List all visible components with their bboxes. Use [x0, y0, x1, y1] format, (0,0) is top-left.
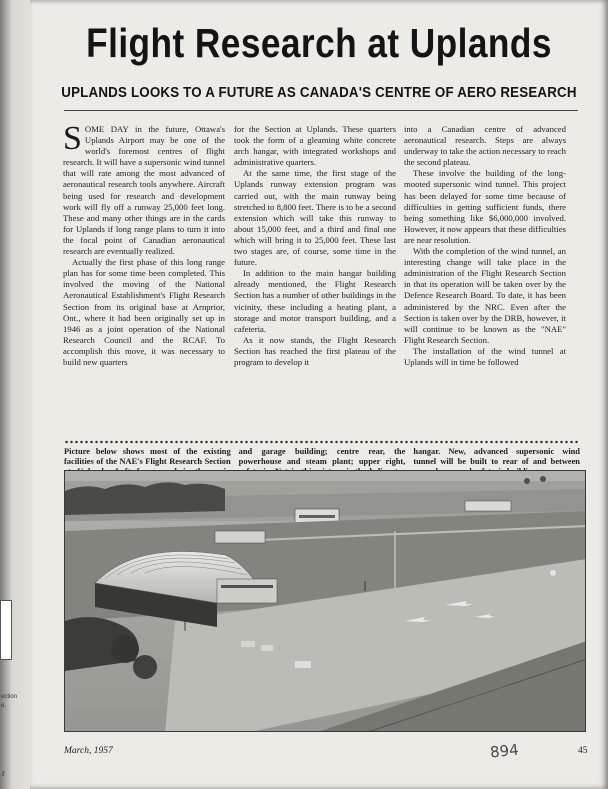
paragraph: for the Section at Uplands. These quarters took the form of a gleaming white concrete arch hangar, with integrated workshops and administrative quarters. — [234, 124, 396, 168]
article-column-3 — [404, 124, 566, 368]
paragraph: In addition to the main hangar building already mentioned, the Flight Research Section has a number of other buildings in the vicinity, these including a heating plant, a storage and motor transport building, and a cafeteria. — [234, 268, 396, 334]
paragraph: The installation of the wind tunnel at Uplands will in time be followed — [404, 345, 566, 367]
article-column-1 — [63, 120, 225, 368]
title-divider — [64, 110, 578, 111]
handwritten-number: 894 — [489, 740, 520, 762]
page-number: 45 — [578, 746, 588, 756]
magazine-page — [30, 0, 608, 789]
page-subtitle: UPLANDS LOOKS TO A FUTURE AS CANADA'S CENTRE OF AERO RESEARCH — [61, 85, 577, 101]
paragraph: At the same time, the first stage of the Uplands runway extension program was carried out, with the main runway being stretched to 8,800 feet. There is to be a second extension which will take this runway to about 15,000 feet, and a third and final one which will bring it to 25,000 feet. These last two stages are, of course, some time in the future. — [234, 168, 396, 268]
paragraph — [63, 120, 225, 257]
photo-caption: Picture below shows most of the existing facilities of the NAE's Flight Research Section and garage building; centre rear, the powerhouse and steam plant; upper right, hangar. New, advanced supersonic wind tunnel will be built to rear of and between — [64, 447, 580, 466]
aerial-photograph — [64, 470, 586, 732]
drop-cap: S — [63, 120, 82, 157]
adjacent-page-box — [0, 600, 12, 660]
adjacent-page-edge — [0, 0, 30, 789]
paragraph: into a Canadian centre of advanced aeronautical research. Steps are always underway to take the action necessary to reach the second plateau. — [404, 124, 566, 168]
paragraph: With the completion of the wind tunnel, an interesting change will take place in the administration of the Flight Research Section in that its operation will be taken over by the Defence Research Board. To date, it has been administered by the NRC. Even after the Section is taken over by the DRB, however, it will continue to be known as the "NAE" Flight Research Section. — [404, 246, 566, 345]
paragraph: Actually the first phase of this long range plan has for some time been completed. This involved the moving of the National Aeronautical Establishment's Flight Research Section from its original base at Arnprior, Ont., where it had been originally set up in 1946 as a joint operation of the National Research Council and the RCAF. To accomplish this move, it was necessary to build new quarters — [63, 257, 225, 367]
dotted-divider — [64, 439, 580, 445]
adjacent-page-text-2: e. — [1, 703, 7, 709]
paragraph: These involve the building of the long-mooted supersonic wind tunnel. This project has been delayed for some time because of difficulties in getting sufficient funds, there being something like $6,000,000 involved. However, it now appears that these difficulties are near resolution. — [404, 168, 566, 245]
issue-date: March, 1957 — [64, 746, 113, 756]
paragraph-text: OME DAY in the future, Ottawa's Uplands Airport may be one of the world's foremost centres of flight research. It will have a supersonic wind tunnel that will rate among the most advanced of aeronautical research tools anywhere. Aircraft being used for research and development work will fly off a runway 25,000 feet long. These and many other things are in the cards for Uplands if long range plans to turn it into the focal point of Canadian aeronautical research are eventually realized. — [63, 124, 225, 257]
adjacent-page-text-1: ection — [1, 694, 18, 700]
adjacent-page-mark: r — [2, 768, 5, 778]
paragraph: As it now stands, the Flight Research Section has reached the first plateau of the program to develop it — [234, 334, 396, 367]
page-title: Flight Research at Uplands — [86, 20, 552, 66]
article-column-2 — [234, 124, 396, 368]
